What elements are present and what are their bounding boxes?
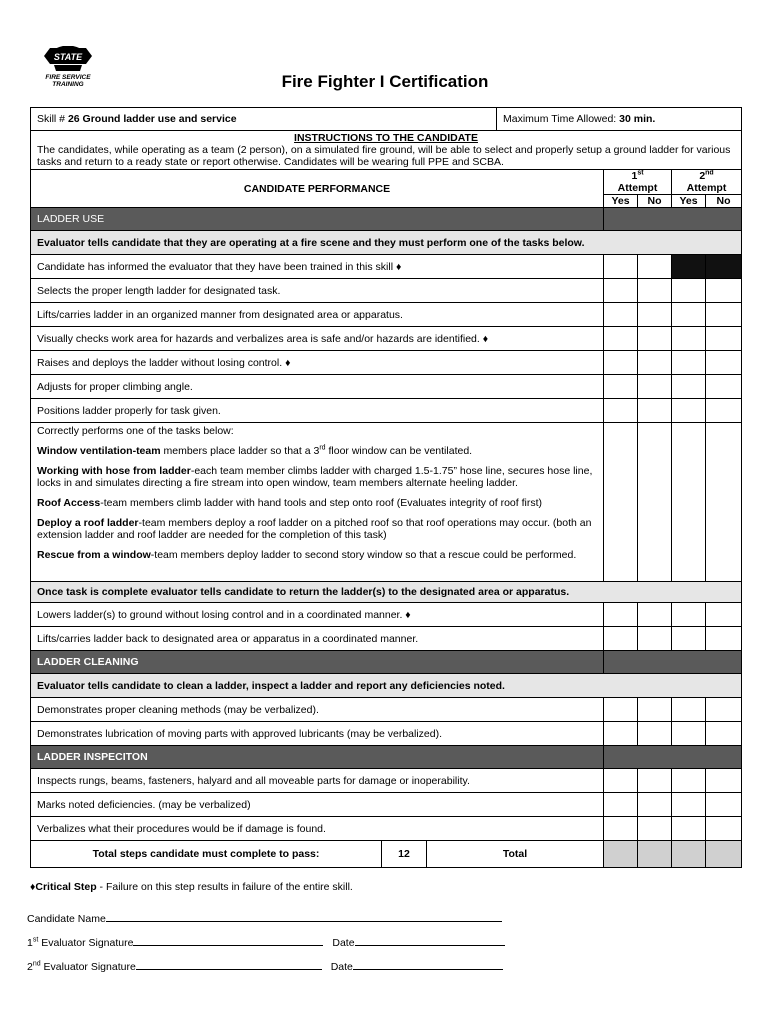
attempt-2-yes-box[interactable] <box>672 351 706 375</box>
attempt-1-no-box[interactable] <box>638 769 672 793</box>
attempt-2-yes-box[interactable] <box>672 627 706 651</box>
attempt-1-yes-box[interactable] <box>604 327 638 351</box>
attempt-1-no-box[interactable] <box>638 423 672 582</box>
evaluator-1-date-field[interactable] <box>355 935 505 946</box>
attempt-1-no-box[interactable] <box>638 255 672 279</box>
attempt-1-no-box[interactable] <box>638 399 672 423</box>
step-row: Verbalizes what their procedures would be if damage is found. <box>31 817 604 841</box>
skill-name: 26 Ground ladder use and service <box>67 113 237 125</box>
attempt-2-yes-box[interactable] <box>672 279 706 303</box>
attempt-2-no-header: No <box>706 195 742 208</box>
attempt-2-yes-box[interactable] <box>672 399 706 423</box>
evaluator-2-date-field[interactable] <box>353 959 503 970</box>
attempt-2-no-blocked <box>706 255 742 279</box>
skill-cell: Skill # 26 Ground ladder use and service <box>31 108 497 131</box>
candidate-name-field[interactable] <box>106 911 502 922</box>
attempt-1-yes-box[interactable] <box>604 769 638 793</box>
attempt-2-header: 2nd Attempt <box>672 170 742 195</box>
attempt-1-yes-box[interactable] <box>604 698 638 722</box>
evaluator-2-signature-field[interactable] <box>136 959 322 970</box>
step-row: Adjusts for proper climbing angle. <box>31 375 604 399</box>
section-ladder-cleaning: LADDER CLEANING <box>31 651 604 674</box>
attempt-1-no-box[interactable] <box>638 817 672 841</box>
attempt-1-yes-box[interactable] <box>604 793 638 817</box>
ladder-use-intro: Evaluator tells candidate that they are operating at a fire scene and they must perform one of the tasks below. <box>31 231 742 255</box>
candidate-name-line: Candidate Name <box>27 911 502 925</box>
attempt-2-yes-box[interactable] <box>672 698 706 722</box>
section-ladder-cleaning-fill <box>604 651 742 674</box>
attempt-2-no-box[interactable] <box>706 327 742 351</box>
attempt-2-no-box[interactable] <box>706 698 742 722</box>
step-row: Demonstrates proper cleaning methods (may be verbalized). <box>31 698 604 722</box>
instructions-title: INSTRUCTIONS TO THE CANDIDATE <box>294 132 478 144</box>
attempt-1-yes-box[interactable] <box>604 351 638 375</box>
attempt-1-no-box[interactable] <box>638 303 672 327</box>
time-cell: Maximum Time Allowed: 30 min. <box>497 108 742 131</box>
attempt-2-yes-header: Yes <box>672 195 706 208</box>
performance-header: CANDIDATE PERFORMANCE <box>31 170 604 208</box>
attempt-2-no-box[interactable] <box>706 399 742 423</box>
tasks-intro: Correctly performs one of the tasks below: <box>37 425 234 437</box>
instructions-text: The candidates, while operating as a team (2 person), on a simulated fire ground, will be able to select and properly setup a ground ladder for various tasks and return to a ready state or report otherwise. Candidates will be wearing full PPE and SCBA. <box>37 144 731 168</box>
attempt-2-no-box[interactable] <box>706 603 742 627</box>
attempt-2-no-box[interactable] <box>706 627 742 651</box>
attempt-1-no-box[interactable] <box>638 698 672 722</box>
cleaning-intro: Evaluator tells candidate to clean a ladder, inspect a ladder and report any deficiencies noted. <box>31 674 742 698</box>
step-row: Inspects rungs, beams, fasteners, halyard and all moveable parts for damage or inoperability. <box>31 769 604 793</box>
attempt-2-yes-box[interactable] <box>672 793 706 817</box>
step-row: Positions ladder properly for task given. <box>31 399 604 423</box>
tasks-cell <box>31 423 604 582</box>
logo-subtitle: FIRE SERVICE TRAINING <box>45 74 91 88</box>
step-row: Selects the proper length ladder for designated task. <box>31 279 604 303</box>
attempt-1-yes-box[interactable] <box>604 399 638 423</box>
attempt-1-no-box[interactable] <box>638 627 672 651</box>
time-value: 30 min. <box>619 113 656 125</box>
attempt-2-no-box[interactable] <box>706 769 742 793</box>
attempt-1-no-box[interactable] <box>638 722 672 746</box>
attempt-1-no-box[interactable] <box>638 793 672 817</box>
attempt-1-yes-box[interactable] <box>604 279 638 303</box>
total-attempt-2-no[interactable] <box>706 841 742 868</box>
attempt-1-yes-box[interactable] <box>604 303 638 327</box>
attempt-2-yes-box[interactable] <box>672 423 706 582</box>
task-window-ventilation: Window ventilation-team members place ladder so that a 3rd floor window can be ventilated. <box>37 444 473 457</box>
attempt-1-yes-box[interactable] <box>604 375 638 399</box>
evaluation-form-table <box>30 107 742 868</box>
total-steps-count: 12 <box>382 841 427 868</box>
step-row: Raises and deploys the ladder without losing control. ♦ <box>31 351 604 375</box>
task-roof-access: Roof Access-team members climb ladder with hand tools and step onto roof (Evaluates integrity of roof first) <box>37 497 543 509</box>
attempt-2-no-box[interactable] <box>706 375 742 399</box>
attempt-1-no-header: No <box>638 195 672 208</box>
attempt-2-yes-box[interactable] <box>672 769 706 793</box>
page-title: Fire Fighter I Certification <box>281 72 489 91</box>
attempt-2-no-box[interactable] <box>706 793 742 817</box>
attempt-2-yes-box[interactable] <box>672 327 706 351</box>
step-row: Marks noted deficiencies. (may be verbalized) <box>31 793 604 817</box>
task-window-rescue: Rescue from a window-team members deploy ladder to second story window so that a rescue could be performed. <box>37 549 577 561</box>
total-attempt-1-no[interactable] <box>638 841 672 868</box>
attempt-2-yes-box[interactable] <box>672 817 706 841</box>
step-row: Candidate has informed the evaluator that they have been trained in this skill ♦ <box>31 255 604 279</box>
attempt-2-no-box[interactable] <box>706 279 742 303</box>
attempt-2-no-box[interactable] <box>706 722 742 746</box>
attempt-1-no-box[interactable] <box>638 327 672 351</box>
critical-step-icon: ♦ <box>30 881 36 893</box>
return-intro: Once task is complete evaluator tells candidate to return the ladder(s) to the designated area or apparatus. <box>31 582 742 603</box>
step-row: Lowers ladder(s) to ground without losing control and in a coordinated manner. ♦ <box>31 603 604 627</box>
evaluator-1-signature-field[interactable] <box>133 935 323 946</box>
section-ladder-use-fill <box>604 208 742 231</box>
attempt-2-yes-box[interactable] <box>672 303 706 327</box>
attempt-1-yes-box[interactable] <box>604 817 638 841</box>
section-ladder-use: LADDER USE <box>31 208 604 231</box>
section-ladder-inspection: LADDER INSPECITON <box>31 746 604 769</box>
step-row: Lifts/carries ladder in an organized manner from designated area or apparatus. <box>31 303 604 327</box>
attempt-2-no-box[interactable] <box>706 817 742 841</box>
task-roof-ladder: Deploy a roof ladder-team members deploy a roof ladder on a pitched roof so that roof operations may occur. (both an extension ladder and roof ladder are needed for the completion of this task) <box>37 517 592 541</box>
attempt-2-no-box[interactable] <box>706 351 742 375</box>
step-row: Visually checks work area for hazards and verbalizes area is safe and/or hazards are identified. ♦ <box>31 327 604 351</box>
logo-word: STATE <box>53 52 83 62</box>
total-attempt-2-yes[interactable] <box>672 841 706 868</box>
section-ladder-inspection-fill <box>604 746 742 769</box>
step-row: Lifts/carries ladder back to designated area or apparatus in a coordinated manner. <box>31 627 604 651</box>
attempt-1-header: 1st Attempt <box>604 170 672 195</box>
evaluator-1-signature-line: 1st Evaluator Signature Date <box>27 935 505 949</box>
attempt-2-yes-box[interactable] <box>672 722 706 746</box>
attempt-1-no-box[interactable] <box>638 375 672 399</box>
attempt-2-yes-blocked <box>672 255 706 279</box>
attempt-1-no-box[interactable] <box>638 603 672 627</box>
attempt-1-yes-box[interactable] <box>604 627 638 651</box>
instructions-cell <box>31 131 742 170</box>
attempt-1-no-box[interactable] <box>638 279 672 303</box>
total-label: Total <box>427 841 604 868</box>
task-hose-from-ladder: Working with hose from ladder-each team member climbs ladder with charged 1.5-1.75” hose line, secures hose line, locks in and simulates directing a fire stream into open window, team members alternate heeling ladder. <box>37 465 593 489</box>
attempt-1-yes-box[interactable] <box>604 423 638 582</box>
attempt-2-yes-box[interactable] <box>672 603 706 627</box>
attempt-1-yes-box[interactable] <box>604 603 638 627</box>
attempt-1-no-box[interactable] <box>638 351 672 375</box>
attempt-2-no-box[interactable] <box>706 303 742 327</box>
total-steps-label: Total steps candidate must complete to pass: <box>31 841 382 868</box>
total-attempt-1-yes[interactable] <box>604 841 638 868</box>
evaluator-2-signature-line: 2nd Evaluator Signature Date <box>27 959 503 973</box>
critical-step-footnote: ♦Critical Step - Failure on this step results in failure of the entire skill. <box>30 881 353 893</box>
attempt-1-yes-box[interactable] <box>604 722 638 746</box>
step-row: Demonstrates lubrication of moving parts with approved lubricants (may be verbalized). <box>31 722 604 746</box>
attempt-2-yes-box[interactable] <box>672 375 706 399</box>
attempt-1-yes-box[interactable] <box>604 255 638 279</box>
attempt-2-no-box[interactable] <box>706 423 742 582</box>
attempt-1-yes-header: Yes <box>604 195 638 208</box>
